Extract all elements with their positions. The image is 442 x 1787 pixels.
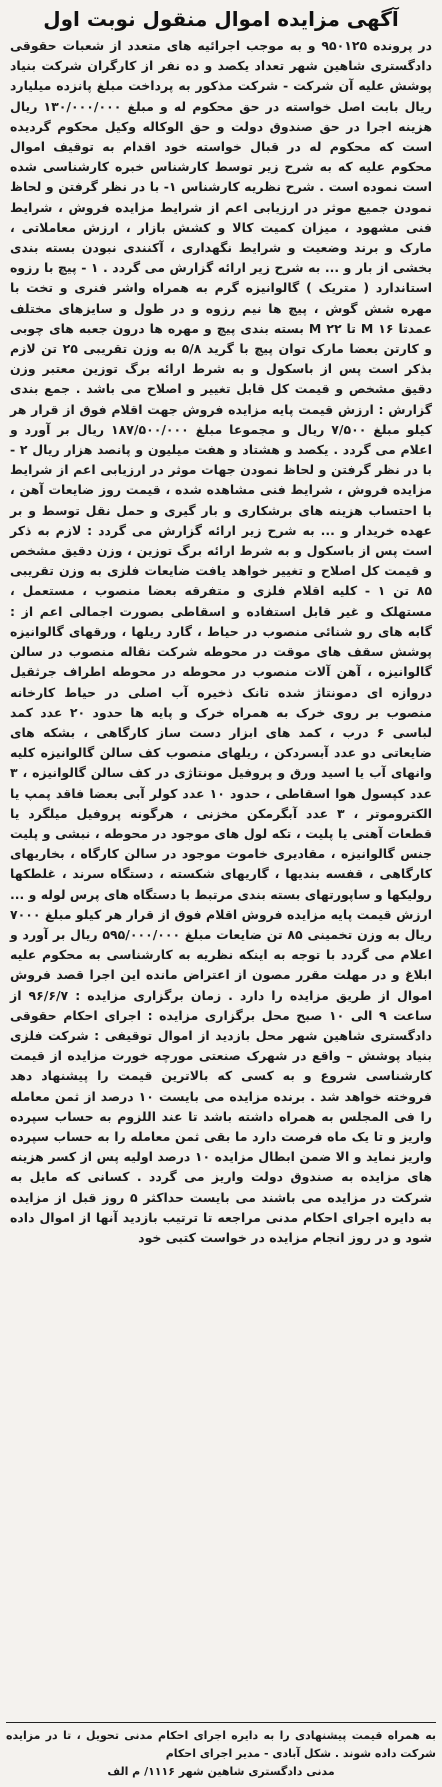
- notice-footer: [6, 1722, 436, 1781]
- notice-paragraph: در پرونده ۹۵۰۱۲۵ و به موجب اجرائیه های متعدد از شعبات حقوقی دادگستری شاهین شهر تعداد یکصد و ده نفر از کارگران شرکت بنیاد پوشش علیه آن شرکت - شرکت مذکور به پرداخت مبلغ پانزده میلیارد ریال بابت اصل خواسته در حق محکوم له و مبلغ ۱۳۰/۰۰۰/۰۰۰ ریال هزینه اجرا در حق صندوق دولت و حق الوکاله وکیل محکوم گردیده است که محکوم له در قبال خواسته خود اقدام به توقیف اموال محکوم علیه که به شرح زیر توسط کارشناس خبره کارشناسی شده است نموده است . شرح نظریه کارشناس ۱- با در نظر گرفتن و لحاظ نمودن جمیع موثر در ارزیابی اعم از شرایط مزایده فروش ، شرایط فنی مشهود ، میزان کمیت کالا و کشش بازار ، ارزش معاملاتی ، مارک و برند وضعیت و شرایط نگهداری ، آکنندی نبودن بسته بندی بخشی از بار و ... به شرح زیر ارائه گزارش می گردد . ۱ - پیچ با رزوه استاندارد ( متریک ) گالوانیزه گرم به همراه واشر فنری و تخت با مهره شش گوش ، پیچ ها نیم رزوه و در طول و سایزهای مختلف عمدتا ۱۶ M تا ۲۲ M بسته بندی پیچ و مهره ها درون جعبه های چوبی و کارتن بعضا مارک توان پیچ با گرید ۵/۸ به وزن تقریبی ۲۵ تن لازم بذکر است پس از باسکول و به شرط ارائه برگ توزین معتبر وزن دقیق مشخص و قیمت کل قابل تغییر و اصلاح می باشد . جمع بندی گزارش : ارزش قیمت پایه مزایده فروش جهت اقلام فوق از قرار هر کیلو مبلغ ۷/۵۰۰ ریال و مجموعا مبلغ ۱۸۷/۵۰۰/۰۰۰ ریال بر آورد و اعلام می گردد . یکصد و هشتاد و هفت میلیون و پانصد هزار ریال ۲ - با در نظر گرفتن و لحاظ نمودن جهات موثر در ارزیابی اعم از شرایط مزایده فروش ، شرایط فنی مشاهده شده ، قیمت روز ضایعات آهن ، با احتساب هزینه های برشکاری و بار گیری و حمل نقل توسط و بر عهده خریدار و ... به شرح زیر ارائه گزارش می گردد : لازم به ذکر است پس از باسکول و به شرط ارائه برگ توزین ، وزن دقیق مشخص و قیمت کل اصلاح و تغییر خواهد یافت ضایعات فلزی به وزن تقریبی ۸۵ تن ۱ - کلیه اقلام فلزی و متفرقه بعضا منصوب ، مستعمل ، مستهلک و غیر قابل استفاده و اسقاطی بصورت اجمالی اعم از : گابه های رو شنائی منصوب در حیاط ، گارد ریلها ، ورقهای گالوانیزه پوشش سقف های موقت در محوطه شرکت نقاله منصوب در سالن گالوانیزه ، آهن آلات منصوب در محوطه در محوطه اطراف جرثقیل دروازه ای دمونتاژ شده تانک ذخیره آب اصلی در حیاط کارخانه منصوب بر روی خرک به همراه خرک و پایه ها حدود ۲۰ عدد کمد لباسی ۶ درب ، کمد های ابزار دست ساز کارگاهی ، بشکه های ضایعاتی دو عدد آبسردکن ، ریلهای منصوب کف سالن گالوانیزه کلیه وانهای آب یا اسید ورق و پروفیل مونتاژی در کف سالن گالوانیزه ، ۳ عدد کپسول هوا اسقاطی ، حدود ۱۰ عدد کولر آبی بعضا فاقد پمپ یا الکتروموتر ، ۳ عدد آبگرمکن مخزنی ، هرگونه پروفیل میلگرد یا قطعات آهنی یا پلیت ، تکه لول های موجود در محوطه ، نبشی و پلیت جنس گالوانیزه ، مقادیری خاموت موجود در سالن کارگاه ، بخاریهای کارگاهی ، قفسه بندیها ، گاریهای شکسته ، دستگاه سرند ، غلطکها رولیکها و ساپورتهای بسته بندی مرتبط با دستگاه های پرس لوله و ... ارزش قیمت پایه مزایده فروش اقلام فوق از قرار هر کیلو مبلغ ۷۰۰۰ ریال به وزن تخمینی ۸۵ تن ضایعات مبلغ ۵۹۵/۰۰۰/۰۰۰ ریال بر آورد و اعلام می گردد با توجه به اینکه نظریه به کارشناسی به محکوم علیه ابلاغ و در مهلت مقرر مصون از اعتراض مانده این اجرا قصد فروش اموال از طریق مزایده را دارد . زمان برگزاری مزایده : ۹۶/۶/۷ از ساعت ۹ الی ۱۰ صبح محل برگزاری مزایده : اجرای احکام حقوقی دادگستری شاهین شهر محل بازدید از اموال توقیفی : شرکت فلزی بنیاد پوشش – واقع در شهرک صنعتی مورچه خورت مزایده از قیمت کارشناسی شروع و به کسی که بالاترین قیمت را پیشنهاد دهد فروخته خواهد شد . برنده مزایده می بایست ۱۰ درصد از ثمن معامله را فی المجلس به همراه داشته باشد تا عند اللزوم به حساب سپرده واریز و تا یک ماه فرصت دارد ما بقی ثمن معامله را به حساب سپرده واریز نماید و الا ضمن ابطال مزایده ۱۰ درصد اولیه پس از کسر هزینه های مزایده به صندوق دولت واریز می گردد . کسانی که مایل به شرکت در مزایده می باشند می بایست حداکثر ۵ روز قبل از مزایده به دایره اجرای احکام مدنی مراجعه تا ترتیب بازدید آنها از اموال داده شود و در روز انجام مزایده در خواست کتبی خود: [10, 38, 433, 1245]
- footer-text: به همراه قیمت پیشنهادی را به دایره اجرای احکام مدنی تحویل ، تا در مزایده شرکت داده شوند . شکل آبادی - مدیر اجرای احکام: [6, 1729, 436, 1760]
- notice-body: [10, 36, 432, 1248]
- notice-title: آگهی مزایده اموال منقول نوبت اول: [43, 7, 399, 31]
- notice-signature: مدنی دادگستری شاهین شهر ۱۱۱۶/ م الف: [107, 1765, 335, 1778]
